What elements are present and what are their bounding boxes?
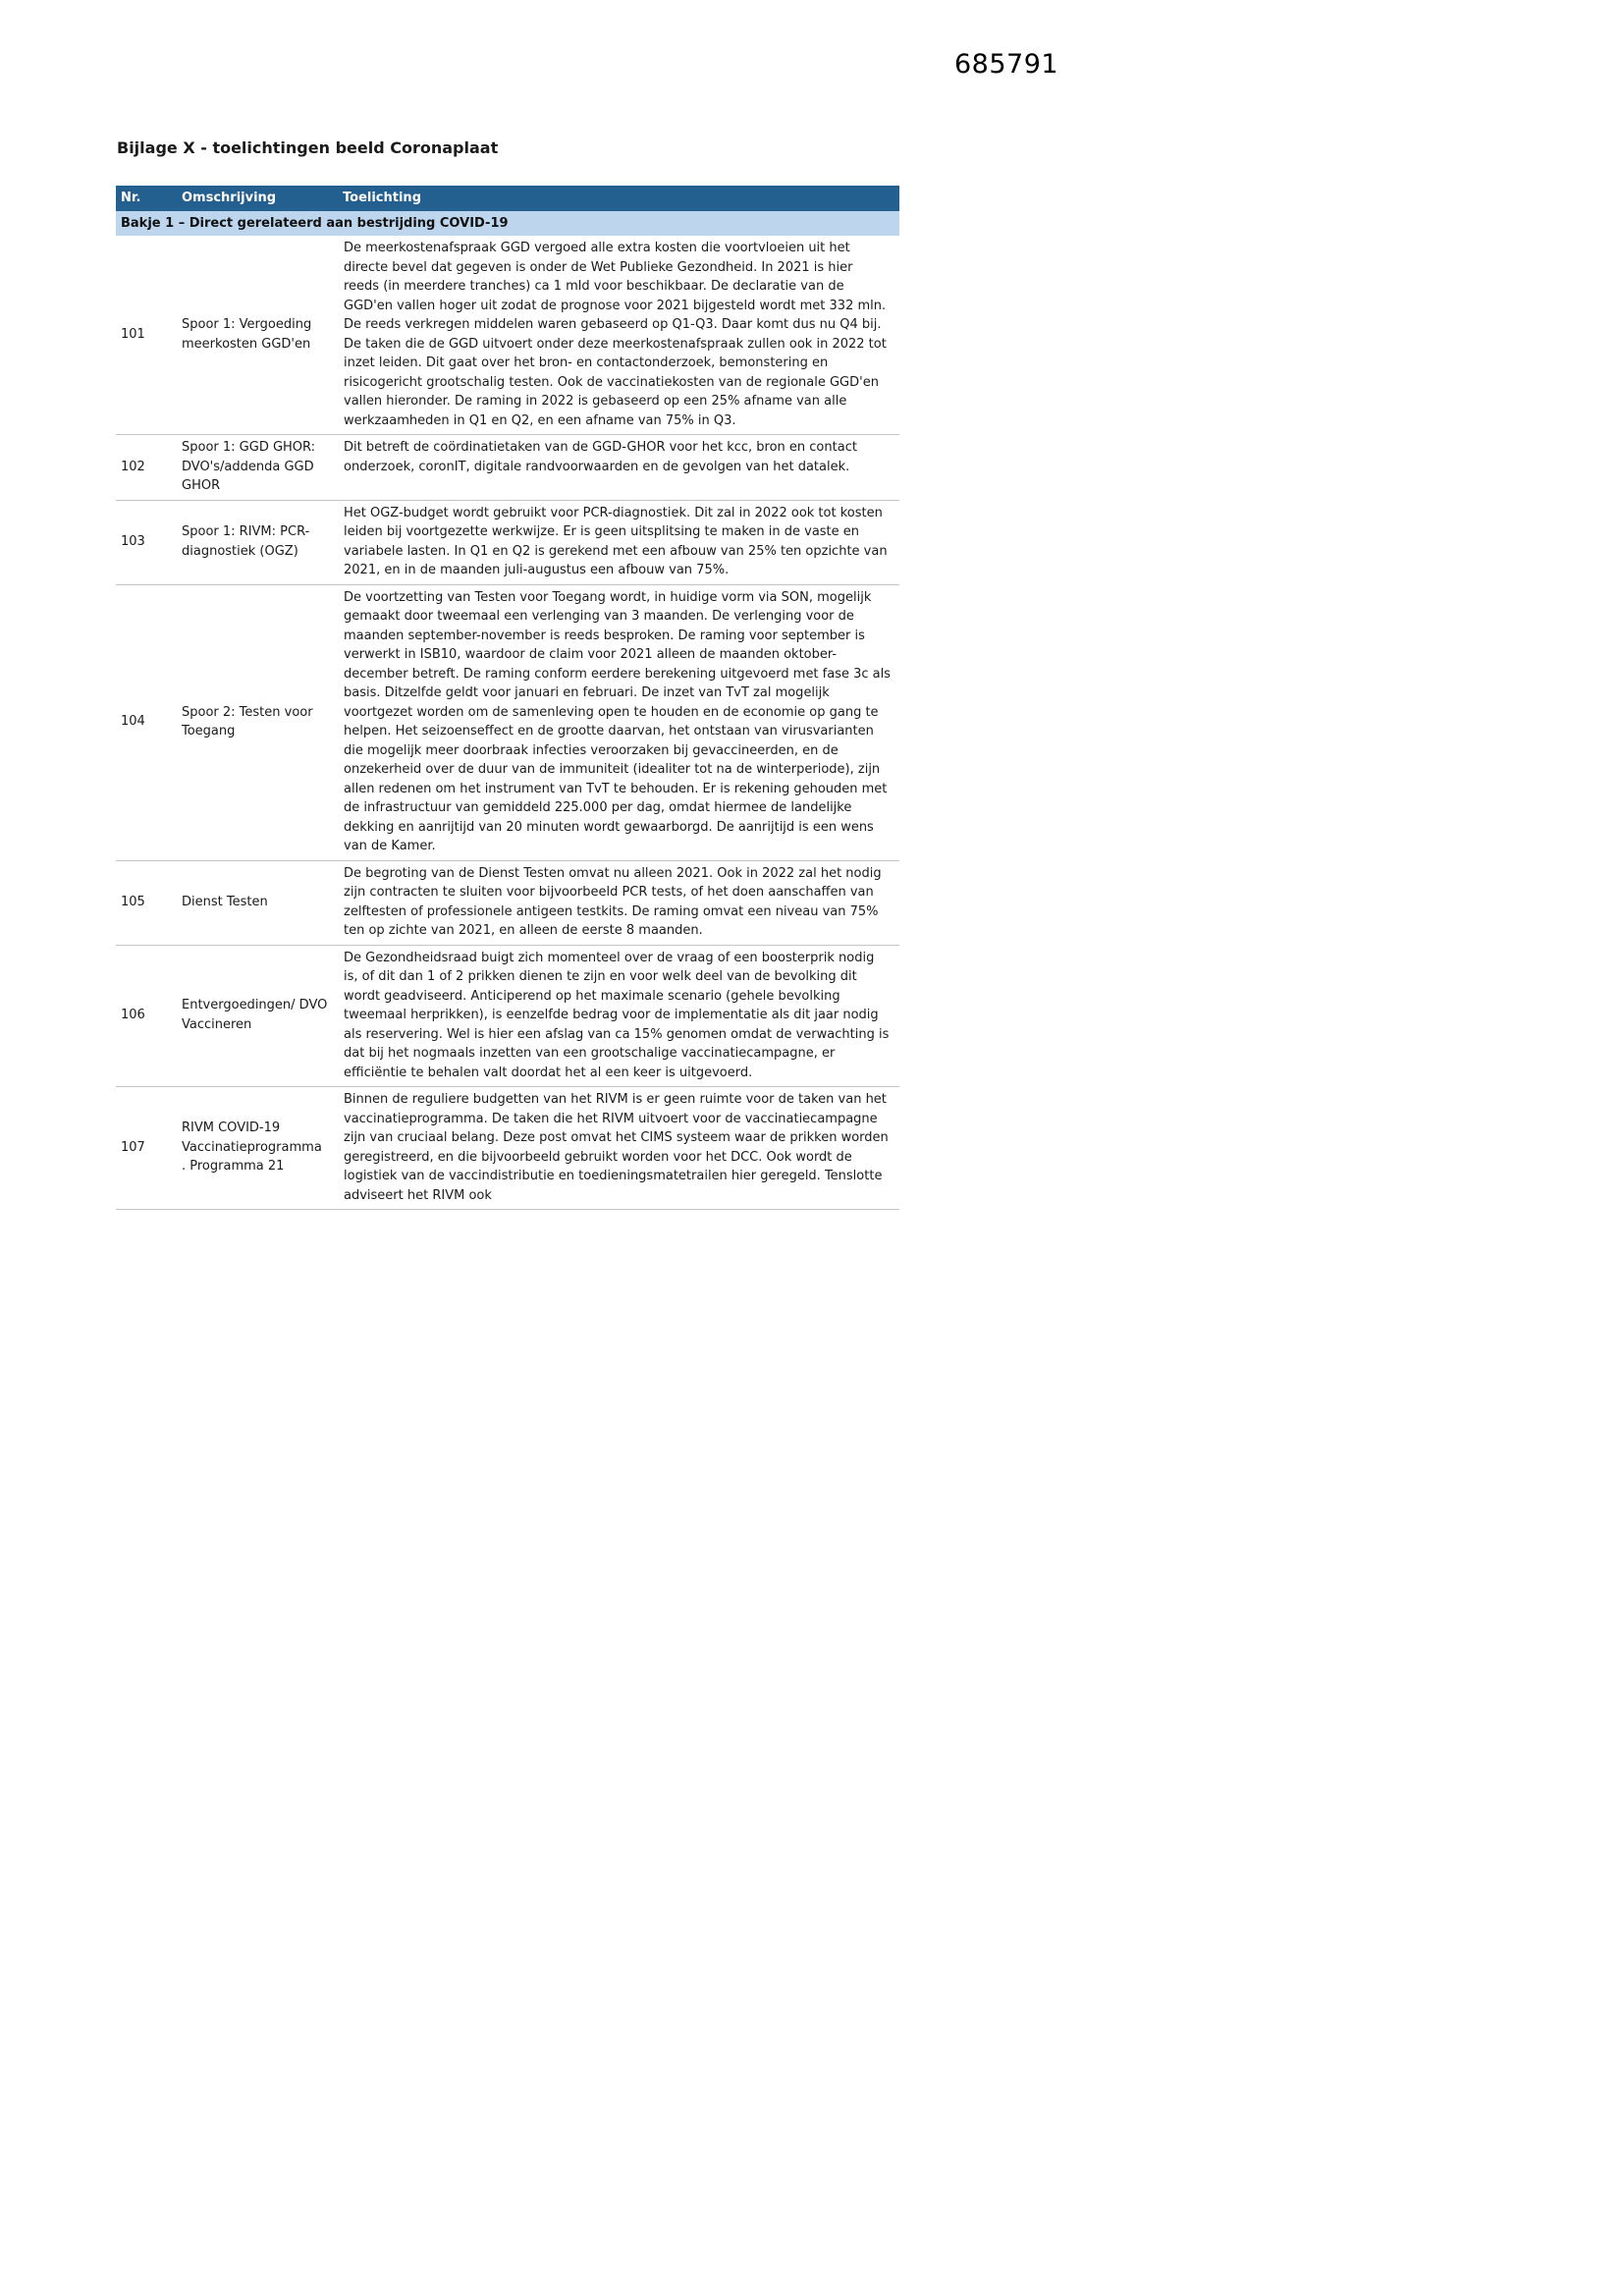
cell-omschrijving: RIVM COVID-19 Vaccinatieprogramma . Programma 21 — [177, 1087, 338, 1210]
table-header-row — [116, 186, 899, 211]
cell-toelichting: Binnen de reguliere budgetten van het RIVM is er geen ruimte voor de taken van het vaccinatieprogramma. De taken die het RIVM uitvoert voor de vaccinatiecampagne zijn van cruciaal belang. Deze post omvat het CIMS systeem waar de prikken worden geregistreerd, en die bijvoorbeeld gebruikt worden voor het DCC. Ook wordt de logistiek van de vaccindistributie en toedieningsmatetrailen hier geregeld. Tenslotte adviseert het RIVM ook — [338, 1087, 899, 1210]
cell-toelichting: Het OGZ-budget wordt gebruikt voor PCR-diagnostiek. Dit zal in 2022 ook tot kosten leiden bij voortgezette werkwijze. Er is geen uitsplitsing te maken in de vaste en variabele lasten. In Q1 en Q2 is gerekend met een afbouw van 25% ten opzichte van 2021, en in de maanden juli-augustus een afbouw van 75%. — [338, 500, 899, 584]
cell-nr: 102 — [116, 435, 177, 501]
cell-nr: 105 — [116, 860, 177, 945]
cell-toelichting: De begroting van de Dienst Testen omvat nu alleen 2021. Ook in 2022 zal het nodig zijn contracten te sluiten voor bijvoorbeeld PCR tests, of het doen aanschaffen van zelftesten of professionele antigeen testkits. De raming omvat een niveau van 75% ten op zichte van 2021, en alleen de eerste 8 maanden. — [338, 860, 899, 945]
table-body — [116, 236, 899, 1210]
table-row-107 — [116, 1087, 899, 1210]
cell-omschrijving: Spoor 1: RIVM: PCR-diagnostiek (OGZ) — [177, 500, 338, 584]
cell-nr: 104 — [116, 584, 177, 860]
cell-toelichting: De Gezondheidsraad buigt zich momenteel over de vraag of een boosterprik nodig is, of dit dan 1 of 2 prikken dienen te zijn en voor welk deel van de bevolking dit wordt geadviseerd. Anticiperend op het maximale scenario (gehele bevolking tweemaal herprikken), is eenzelfde bedrag voor de implementatie als dit jaar nodig als reservering. Wel is hier een afslag van ca 15% genomen omdat de verwachting is dat bij het nogmaals inzetten van een grootschalige vaccinatiecampagne, er efficiëntie te behalen valt doordat het al een keer is uitgevoerd. — [338, 945, 899, 1087]
cell-nr: 101 — [116, 236, 177, 435]
column-header-omschrijving: Omschrijving — [177, 186, 338, 211]
section-header-row — [116, 211, 899, 237]
cell-omschrijving: Spoor 1: Vergoeding meerkosten GGD'en — [177, 236, 338, 435]
cell-toelichting: Dit betreft de coördinatietaken van de GGD-GHOR voor het kcc, bron en contact onderzoek, coronIT, digitale randvoorwaarden en de gevolgen van het datalek. — [338, 435, 899, 501]
cell-toelichting: De voortzetting van Testen voor Toegang wordt, in huidige vorm via SON, mogelijk gemaakt door tweemaal een verlenging van 3 maanden. De verlenging voor de maanden september-november is reeds besproken. De raming voor september is verwerkt in ISB10, waardoor de claim voor 2021 alleen de maanden oktober-december betreft. De raming conform eerdere berekening uitgevoerd met fase 3c als basis. Ditzelfde geldt voor januari en februari. De inzet van TvT zal mogelijk voortgezet worden om de samenleving open te houden en de economie op gang te helpen. Het seizoenseffect en de grootte daarvan, het ontstaan van virusvarianten die mogelijk meer doorbraak infecties veroorzaken bij gevaccineerden, en de onzekerheid over de duur van de immuniteit (idealiter tot na de winterperiode), zijn allen redenen om het instrument van TvT te behouden. Er is rekening gehouden met de infrastructuur van gemiddeld 225.000 per dag, omdat hiermee de landelijke dekking en aanrijtijd van 20 minuten wordt gewaarborgd. De aanrijtijd is een wens van de Kamer. — [338, 584, 899, 860]
cell-nr: 106 — [116, 945, 177, 1087]
table-row-106 — [116, 945, 899, 1087]
document-number: 685791 — [954, 49, 1059, 80]
toelichtingen-table — [116, 186, 899, 1210]
section-title: Bakje 1 – Direct gerelateerd aan bestrijding COVID-19 — [116, 211, 899, 237]
cell-toelichting: De meerkostenafspraak GGD vergoed alle extra kosten die voortvloeien uit het directe bevel dat gegeven is onder de Wet Publieke Gezondheid. In 2021 is hier reeds (in meerdere tranches) ca 1 mld voor beschikbaar. De declaratie van de GGD'en vallen hoger uit zodat de prognose voor 2021 bijgesteld wordt met 332 mln. De reeds verkregen middelen waren gebaseerd op Q1-Q3. Daar komt dus nu Q4 bij. De taken die de GGD uitvoert onder deze meerkostenafspraak zullen ook in 2022 tot inzet leiden. Dit gaat over het bron- en contactonderzoek, bemonstering en risicogericht grootschalig testen. Ook de vaccinatiekosten van de regionale GGD'en vallen hieronder. De raming in 2022 is gebaseerd op een 25% afname van alle werkzaamheden in Q1 en Q2, en een afname van 75% in Q3. — [338, 236, 899, 435]
cell-omschrijving: Dienst Testen — [177, 860, 338, 945]
table-row-103 — [116, 500, 899, 584]
table-row-105 — [116, 860, 899, 945]
column-header-toelichting: Toelichting — [338, 186, 899, 211]
cell-omschrijving: Entvergoedingen/ DVO Vaccineren — [177, 945, 338, 1087]
table-row-102 — [116, 435, 899, 501]
cell-nr: 107 — [116, 1087, 177, 1210]
column-header-nr: Nr. — [116, 186, 177, 211]
page-title: Bijlage X - toelichtingen beeld Coronaplaat — [117, 138, 499, 157]
table-row-104 — [116, 584, 899, 860]
table-row-101 — [116, 236, 899, 435]
cell-omschrijving: Spoor 2: Testen voor Toegang — [177, 584, 338, 860]
cell-omschrijving: Spoor 1: GGD GHOR: DVO's/addenda GGD GHOR — [177, 435, 338, 501]
cell-nr: 103 — [116, 500, 177, 584]
